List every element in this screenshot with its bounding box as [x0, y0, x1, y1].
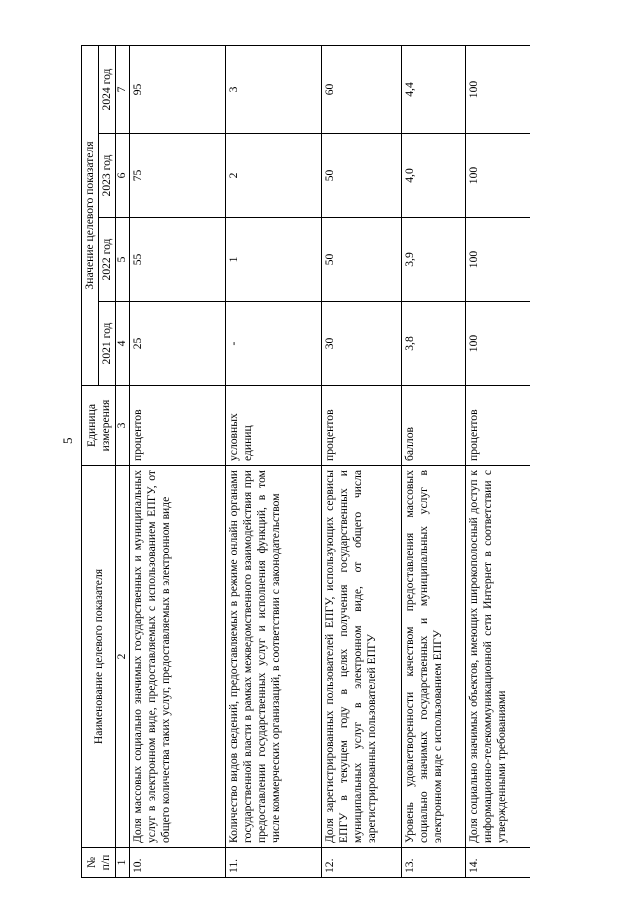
table-row: [322, 46, 402, 878]
rotated-page-content: [81, 38, 633, 878]
target-indicators-table: [81, 45, 530, 878]
indicator-unit: процентов: [322, 386, 402, 466]
value-2021: 100: [466, 302, 530, 386]
table-row: [130, 46, 226, 878]
header-year-2023: 2023 год: [99, 134, 116, 218]
value-2023: 4,0: [402, 134, 466, 218]
header-colnum-5: 5: [116, 218, 130, 302]
header-year-2022: 2022 год: [99, 218, 116, 302]
indicator-unit: баллов: [402, 386, 466, 466]
indicator-name: Доля социально значимых объектов, имеющих широкополосный доступ к информационно-телекоммуникационной сети Интернет в соответствии с утвержденными требованиями: [466, 466, 530, 848]
header-colnum-1: 1: [116, 848, 130, 878]
header-unit: Единица измерения: [82, 386, 116, 466]
value-2024: 100: [466, 46, 530, 134]
row-number: 11.: [226, 848, 322, 878]
header-colnum-2: 2: [116, 466, 130, 848]
value-2021: 3,8: [402, 302, 466, 386]
row-number: 14.: [466, 848, 530, 878]
table-row: [226, 46, 322, 878]
value-2024: 4,4: [402, 46, 466, 134]
header-num: № п/п: [82, 848, 116, 878]
indicator-unit: процентов: [130, 386, 226, 466]
table-row: [402, 46, 466, 878]
header-values-group: Значение целевого показателя: [82, 46, 99, 386]
row-number: 13.: [402, 848, 466, 878]
header-name: Наименование целевого показателя: [82, 466, 116, 848]
value-2022: 1: [226, 218, 322, 302]
header-colnum-4: 4: [116, 302, 130, 386]
indicator-name: Доля зарегистрированных пользователей ЕПГУ, использующих сервисы ЕПГУ в текущем году в целях получения государственных и муниципальных услуг в электронном виде, от общего числа зарегистрированных пользователей ЕПГУ: [322, 466, 402, 848]
header-year-2024: 2024 год: [99, 46, 116, 134]
row-number: 12.: [322, 848, 402, 878]
value-2022: 100: [466, 218, 530, 302]
value-2021: 30: [322, 302, 402, 386]
indicator-unit: процентов: [466, 386, 530, 466]
value-2022: 55: [130, 218, 226, 302]
value-2024: 60: [322, 46, 402, 134]
header-colnum-6: 6: [116, 134, 130, 218]
value-2023: 2: [226, 134, 322, 218]
header-colnum-7: 7: [116, 46, 130, 134]
value-2024: 95: [130, 46, 226, 134]
indicator-unit: условных единиц: [226, 386, 322, 466]
table-row: [466, 46, 530, 878]
page-number: 5: [60, 437, 75, 444]
header-colnum-3: 3: [116, 386, 130, 466]
indicator-name: Уровень удовлетворенности качеством предоставления массовых социально значимых государственных и муниципальных услуг в электронном виде с использованием ЕПГУ: [402, 466, 466, 848]
value-2022: 50: [322, 218, 402, 302]
value-2024: 3: [226, 46, 322, 134]
header-year-2021: 2021 год: [99, 302, 116, 386]
value-2023: 100: [466, 134, 530, 218]
indicator-name: Количество видов сведений, предоставляемых в режиме онлайн органами государственной власти в рамках межведомственного взаимодействия при предоставлении государственных услуг и исполнения функций, в том числе коммерческих организаций, в соответствии с законодательством: [226, 466, 322, 848]
value-2021: 25: [130, 302, 226, 386]
indicator-name: Доля массовых социально значимых государственных и муниципальных услуг в электронном виде, предоставляемых с использованием ЕПГУ, от общего количества таких услуг, предоставляемых в электронном виде: [130, 466, 226, 848]
value-2023: 75: [130, 134, 226, 218]
value-2022: 3,9: [402, 218, 466, 302]
value-2021: -: [226, 302, 322, 386]
row-number: 10.: [130, 848, 226, 878]
value-2023: 50: [322, 134, 402, 218]
